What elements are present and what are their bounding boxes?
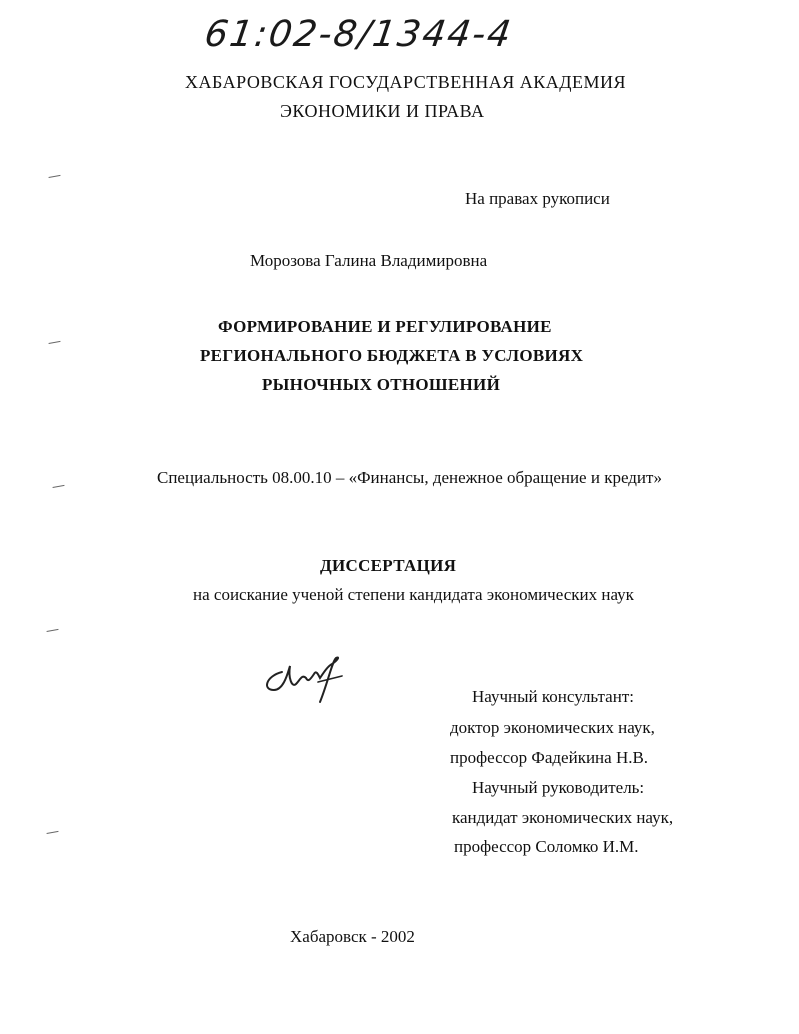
- scan-mark: [47, 169, 60, 178]
- scan-mark: [51, 479, 64, 488]
- scan-mark: [45, 623, 58, 632]
- thesis-title-line-1: ФОРМИРОВАНИЕ И РЕГУЛИРОВАНИЕ: [218, 317, 552, 336]
- place-and-year: Хабаровск - 2002: [290, 927, 415, 946]
- scan-mark: [45, 825, 58, 834]
- document-type: ДИССЕРТАЦИЯ: [320, 556, 457, 575]
- supervisor-name: профессор Соломко И.М.: [454, 837, 639, 856]
- consultant-name: профессор Фадейкина Н.В.: [450, 748, 649, 767]
- consultant-degree: доктор экономических наук,: [450, 718, 655, 737]
- manuscript-note: На правах рукописи: [465, 189, 610, 208]
- specialty-line: Специальность 08.00.10 – «Финансы, денежное обращение и кредит»: [157, 468, 662, 487]
- institution-line-1: ХАБАРОВСКАЯ ГОСУДАРСТВЕННАЯ АКАДЕМИЯ: [185, 72, 627, 92]
- author-name: Морозова Галина Владимировна: [250, 251, 488, 270]
- thesis-title-line-2: РЕГИОНАЛЬНОГО БЮДЖЕТА В УСЛОВИЯХ: [200, 346, 584, 365]
- degree-line: на соискание ученой степени кандидата экономических наук: [193, 585, 634, 604]
- signature-icon: [262, 652, 352, 712]
- consultant-heading: Научный консультант:: [472, 687, 634, 706]
- scan-mark: [47, 335, 60, 344]
- handwritten-archive-number: 61:02-8/1344-4: [202, 14, 516, 55]
- supervisor-degree: кандидат экономических наук,: [452, 808, 674, 827]
- supervisor-heading: Научный руководитель:: [472, 778, 645, 797]
- thesis-title-line-3: РЫНОЧНЫХ ОТНОШЕНИЙ: [262, 375, 501, 394]
- institution-line-2: ЭКОНОМИКИ И ПРАВА: [280, 101, 485, 121]
